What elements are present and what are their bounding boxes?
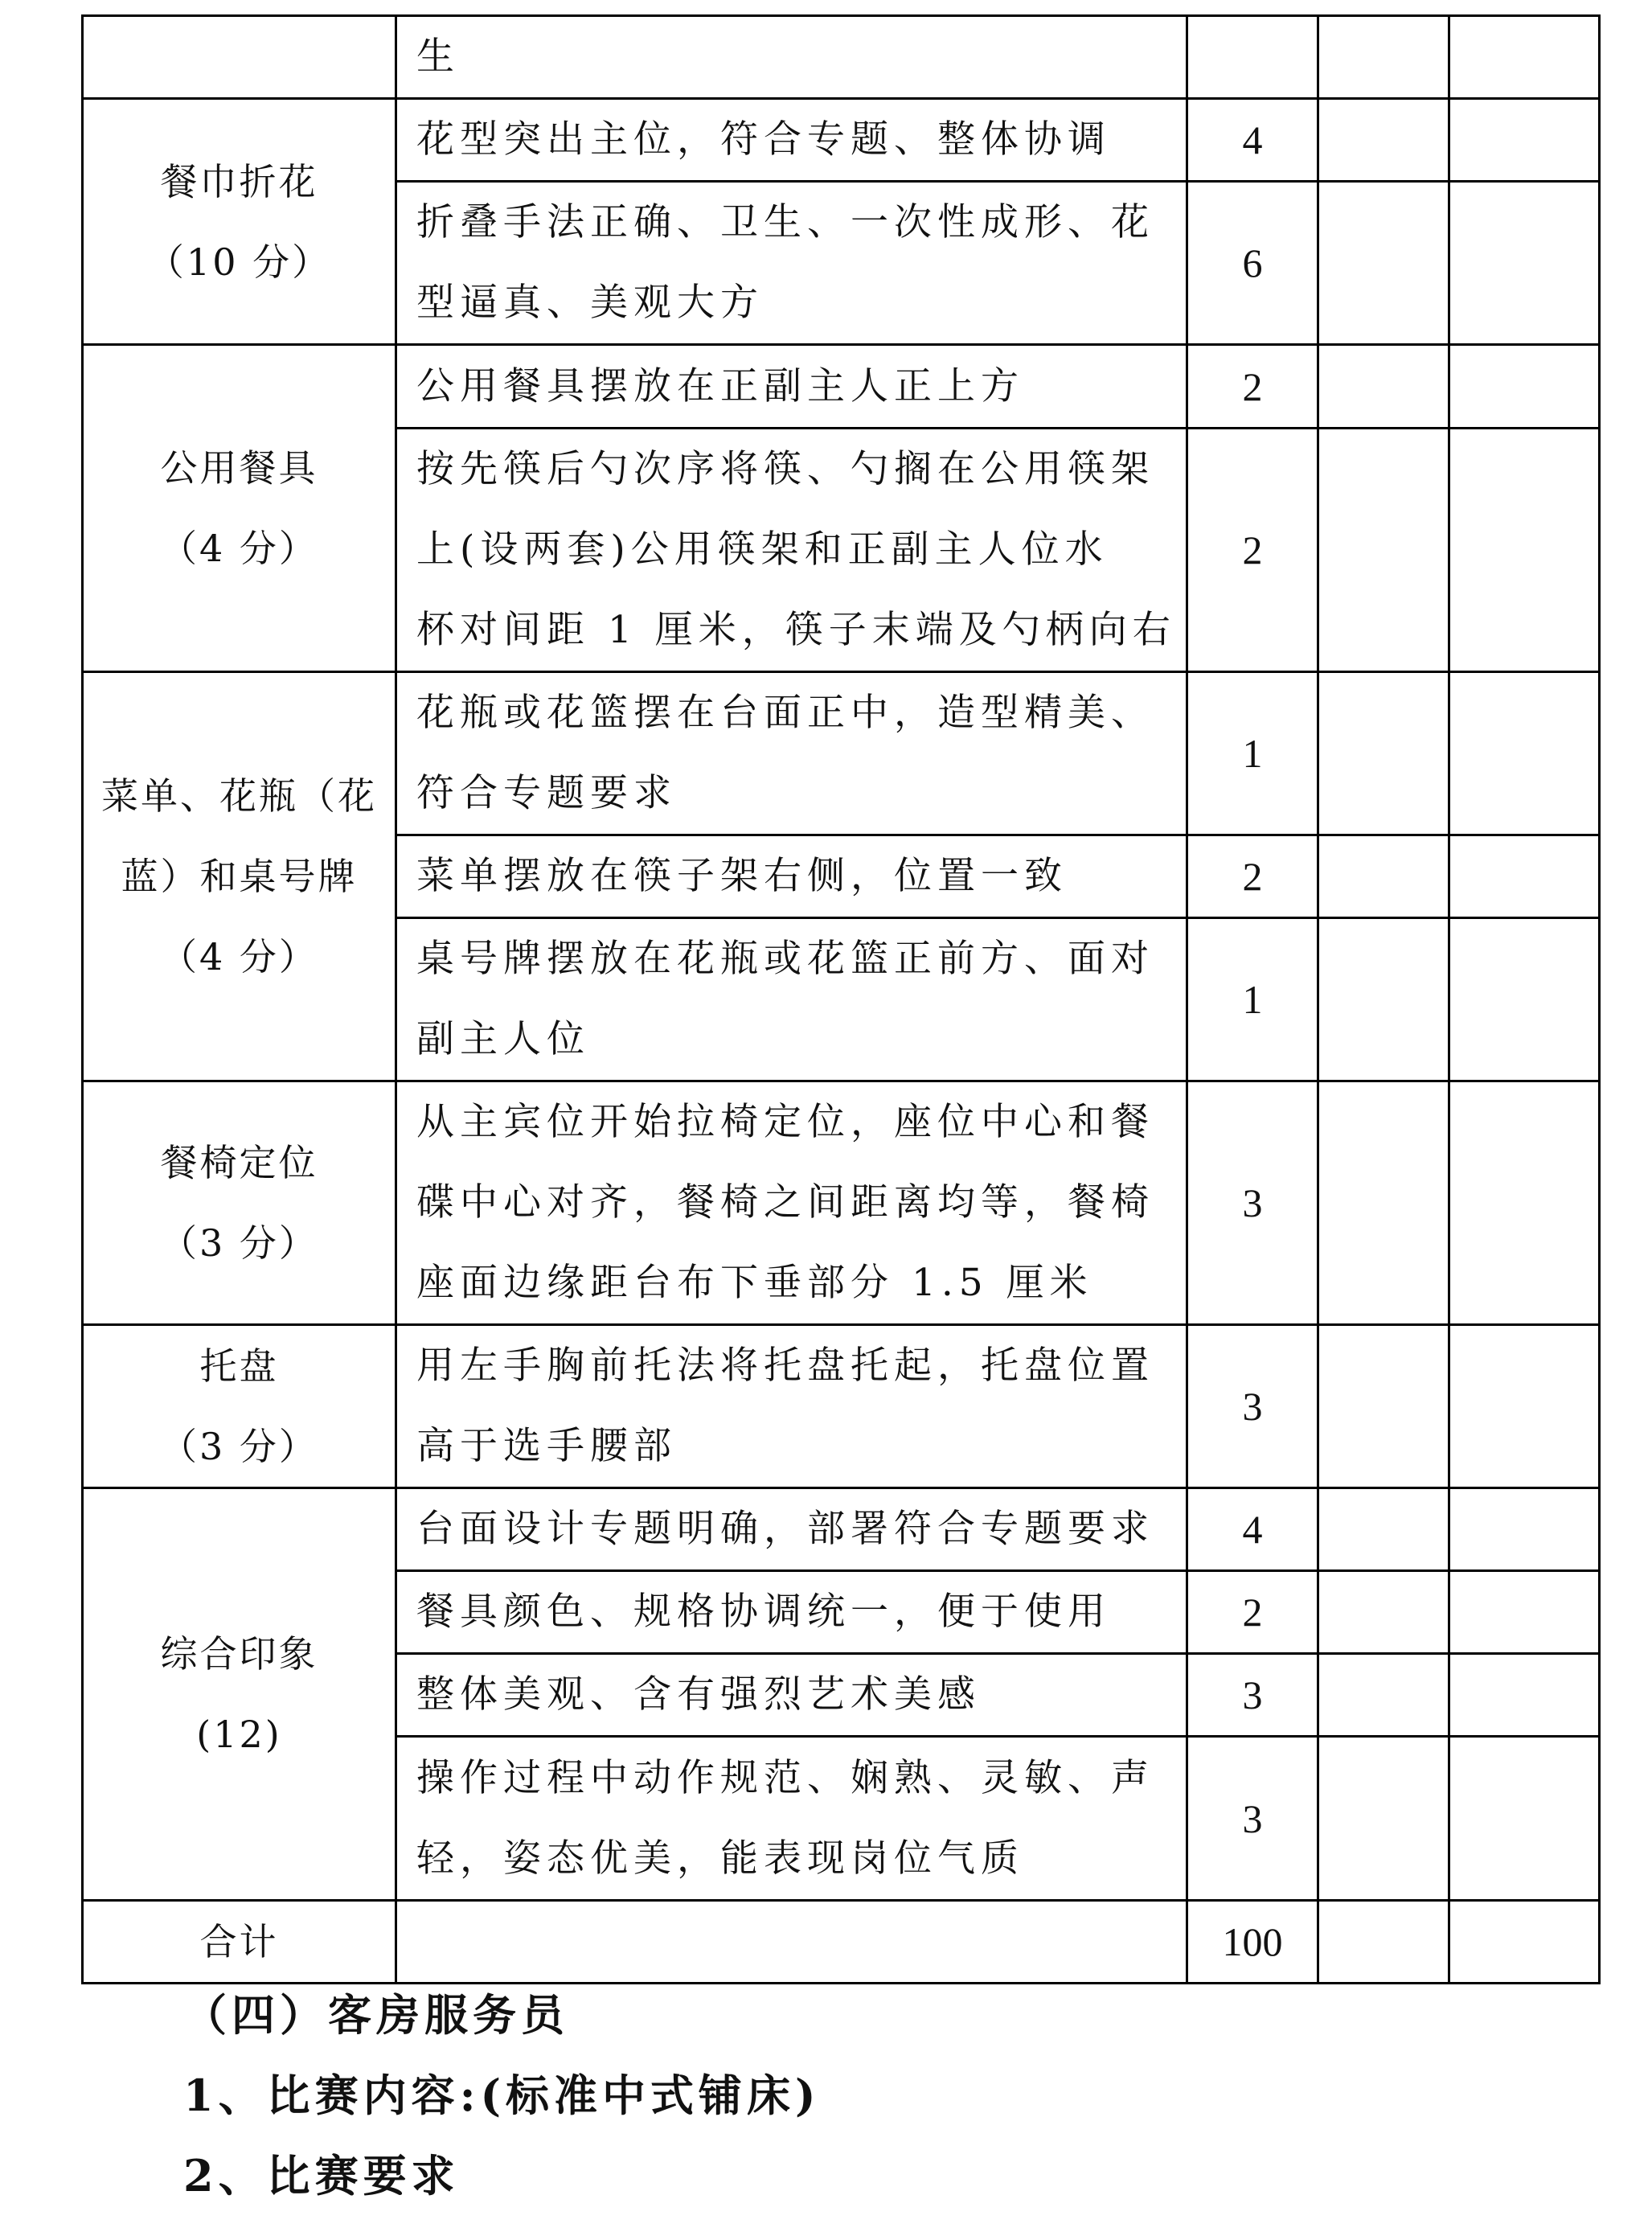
judge-cell [1318, 1737, 1449, 1901]
category-cell [83, 99, 396, 345]
section-item: 1、比赛内容:(标准中式铺床) [183, 2070, 821, 2121]
criterion-line: 杯对间距 1 厘米，筷子末端及勺柄向右 [416, 608, 1176, 652]
criterion-cell [396, 918, 1187, 1081]
criterion-line: 轻，姿态优美，能表现岗位气质 [416, 1836, 1024, 1881]
scoring-table [81, 14, 1601, 1984]
criterion-line: 整体美观、含有强烈艺术美感 [416, 1672, 981, 1717]
criterion-line: 操作过程中动作规范、娴熟、灵敏、声 [416, 1755, 1154, 1800]
criterion-cell [396, 672, 1187, 835]
criterion-cell [396, 835, 1187, 918]
criterion-cell [396, 1325, 1187, 1488]
criterion-cell [396, 99, 1187, 182]
table-row [83, 1325, 1600, 1488]
judge-cell [1449, 1325, 1600, 1488]
category-line: （10 分） [146, 240, 332, 284]
criterion-line: 生 [416, 35, 460, 79]
judge-cell [1318, 1571, 1449, 1654]
criterion-cell [396, 429, 1187, 672]
category-line: 餐巾折花 [160, 159, 318, 203]
judge-cell [1449, 1737, 1600, 1901]
criterion-line: 从主宾位开始拉椅定位，座位中心和餐 [416, 1100, 1154, 1144]
category-cell [83, 1081, 396, 1325]
category-cell [83, 16, 396, 99]
criterion-cell [396, 345, 1187, 429]
table-row [83, 99, 1600, 182]
category-cell [83, 1325, 396, 1488]
category-line: 菜单、花瓶（花 [101, 774, 377, 818]
category-line: 综合印象 [160, 1632, 318, 1676]
judge-cell [1318, 672, 1449, 835]
criterion-line: 碟中心对齐，餐椅之间距离均等，餐椅 [416, 1180, 1154, 1225]
criterion-cell [396, 182, 1187, 345]
judge-cell [1449, 1488, 1600, 1571]
score-cell: 1 [1187, 672, 1318, 835]
category-cell [83, 1488, 396, 1901]
score-cell: 2 [1187, 835, 1318, 918]
criterion-line: 按先筷后勺次序将筷、勺搁在公用筷架 [416, 447, 1154, 491]
category-line: （3 分） [160, 1221, 318, 1265]
table-row [83, 672, 1600, 835]
judge-cell [1318, 918, 1449, 1081]
score-cell: 4 [1187, 99, 1318, 182]
criterion-line: 折叠手法正确、卫生、一次性成形、花 [416, 200, 1154, 244]
total-row [83, 1901, 1600, 1984]
score-cell: 4 [1187, 1488, 1318, 1571]
category-line: （3 分） [160, 1425, 318, 1468]
judge-cell [1449, 16, 1600, 99]
table-row [83, 1081, 1600, 1325]
judge-cell [1318, 182, 1449, 345]
total-label: 合计 [83, 1901, 396, 1984]
category-line: 蓝）和桌号牌 [121, 855, 358, 898]
judge-cell [1318, 99, 1449, 182]
criterion-line: 菜单摆放在筷子架右侧，位置一致 [416, 854, 1068, 898]
criterion-line: 桌号牌摆放在花瓶或花篮正前方、面对 [416, 937, 1154, 981]
section-heading: （四）客房服务员 [183, 1989, 569, 2041]
criterion-line: 高于选手腰部 [416, 1424, 677, 1468]
judge-cell [1449, 918, 1600, 1081]
judge-cell [1449, 345, 1600, 429]
category-line: 餐椅定位 [160, 1141, 318, 1184]
category-cell [83, 672, 396, 1081]
criterion-line: 公用餐具摆放在正副主人正上方 [416, 363, 1024, 408]
criterion-line: 座面边缘距台布下垂部分 1.5 厘米 [416, 1261, 1093, 1305]
judge-cell [1449, 835, 1600, 918]
category-line: 公用餐具 [160, 446, 318, 490]
judge-cell [1318, 1654, 1449, 1737]
criterion-line: 符合专题要求 [416, 771, 677, 815]
criterion-cell [396, 1488, 1187, 1571]
total-score: 100 [1187, 1901, 1318, 1984]
judge-cell [1449, 99, 1600, 182]
judge-cell [1449, 1654, 1600, 1737]
criterion-line: 花瓶或花篮摆在台面正中，造型精美、 [416, 691, 1154, 735]
score-cell: 6 [1187, 182, 1318, 345]
judge-cell [1318, 1488, 1449, 1571]
judge-cell [1318, 835, 1449, 918]
section-item: 2、比赛要求 [183, 2150, 460, 2201]
criterion-line: 餐具颜色、规格协调统一，便于使用 [416, 1590, 1111, 1634]
criterion-line: 用左手胸前托法将托盘托起，托盘位置 [416, 1344, 1154, 1388]
table-row [83, 345, 1600, 429]
judge-cell [1318, 16, 1449, 99]
criterion-line: 上(设两套)公用筷架和正副主人位水 [416, 527, 1109, 572]
judge-cell [1318, 1325, 1449, 1488]
score-cell [1187, 16, 1318, 99]
category-line: （4 分） [160, 527, 318, 570]
criterion-cell [396, 1571, 1187, 1654]
category-cell [83, 345, 396, 672]
score-cell: 3 [1187, 1081, 1318, 1325]
judge-cell [1449, 1901, 1600, 1984]
judge-cell [1318, 1081, 1449, 1325]
judge-cell [1318, 345, 1449, 429]
score-cell: 2 [1187, 1571, 1318, 1654]
score-cell: 1 [1187, 918, 1318, 1081]
category-line: (12) [196, 1713, 282, 1756]
criterion-cell [396, 16, 1187, 99]
criterion-line: 台面设计专题明确，部署符合专题要求 [416, 1507, 1154, 1551]
judge-cell [1318, 1901, 1449, 1984]
criterion-cell [396, 1654, 1187, 1737]
score-cell: 3 [1187, 1737, 1318, 1901]
section-block [183, 1975, 821, 2216]
score-cell: 3 [1187, 1325, 1318, 1488]
criterion-line: 副主人位 [416, 1017, 590, 1061]
judge-cell [1318, 429, 1449, 672]
judge-cell [1449, 1081, 1600, 1325]
judge-cell [1449, 1571, 1600, 1654]
criterion-cell [396, 1901, 1187, 1984]
table-row [83, 1488, 1600, 1571]
table-row [83, 16, 1600, 99]
category-line: （4 分） [160, 935, 318, 979]
score-cell: 2 [1187, 345, 1318, 429]
judge-cell [1449, 429, 1600, 672]
category-line: 托盘 [199, 1344, 279, 1388]
judge-cell [1449, 182, 1600, 345]
criterion-line: 花型突出主位，符合专题、整体协调 [416, 117, 1111, 162]
criterion-cell [396, 1737, 1187, 1901]
criterion-cell [396, 1081, 1187, 1325]
score-cell: 2 [1187, 429, 1318, 672]
criterion-line: 型逼真、美观大方 [416, 281, 764, 325]
judge-cell [1449, 672, 1600, 835]
score-cell: 3 [1187, 1654, 1318, 1737]
